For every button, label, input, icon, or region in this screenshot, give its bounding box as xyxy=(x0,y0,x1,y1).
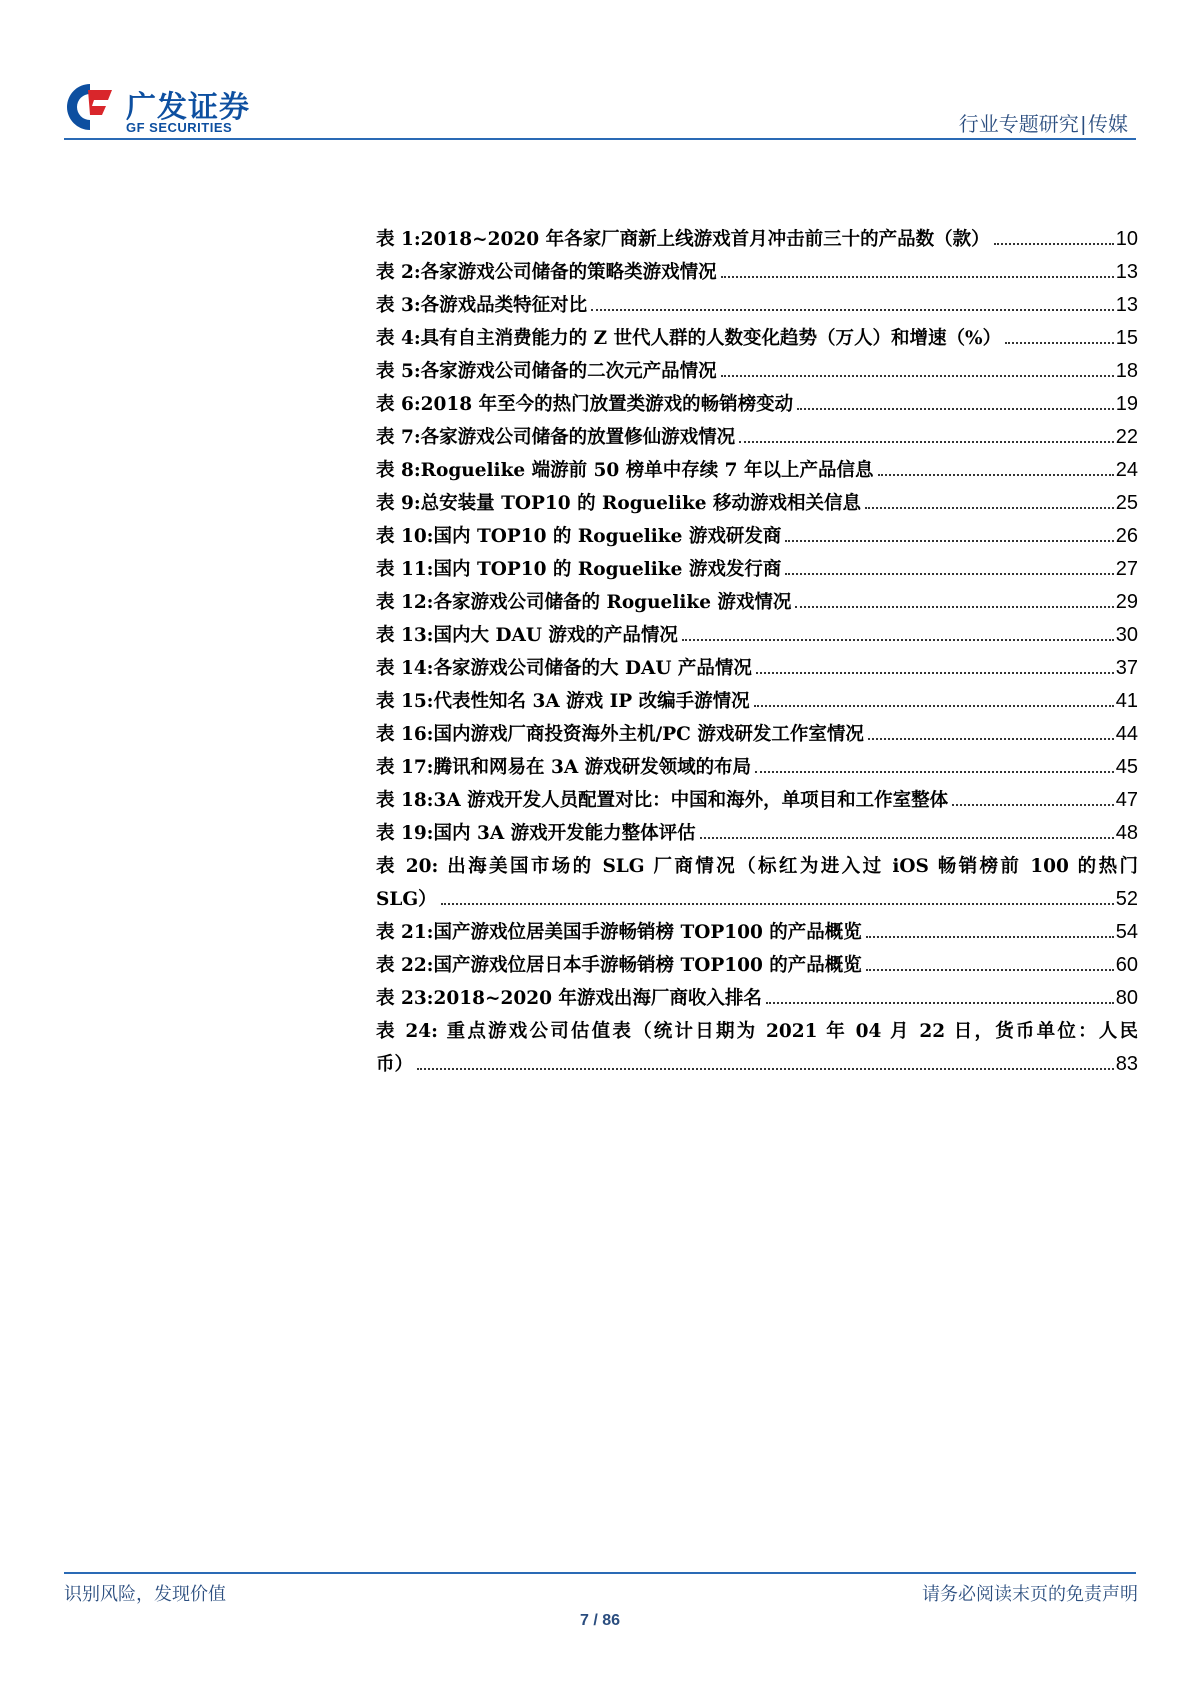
toc-entry-22[interactable]: 表 22: 国产游戏位居日本手游畅销榜 TOP100 的产品概览 60 xyxy=(376,954,1138,976)
toc-entry-12[interactable]: 表 12: 各家游戏公司储备的 Roguelike 游戏情况 29 xyxy=(376,591,1138,613)
toc-entry-5[interactable]: 表 5: 各家游戏公司储备的二次元产品情况 18 xyxy=(376,360,1138,382)
toc-entry-3[interactable]: 表 3: 各游戏品类特征对比 13 xyxy=(376,294,1138,316)
company-logo xyxy=(64,80,264,140)
header-separator: | xyxy=(1080,114,1086,136)
toc-entry-15[interactable]: 表 15: 代表性知名 3A 游戏 IP 改编手游情况 41 xyxy=(376,690,1138,712)
toc-entry-8[interactable]: 表 8: Roguelike 端游前 50 榜单中存续 7 年以上产品信息 24 xyxy=(376,459,1138,481)
gf-logo-icon xyxy=(64,80,116,136)
toc-entry-17[interactable]: 表 17: 腾讯和网易在 3A 游戏研发领域的布局 45 xyxy=(376,756,1138,778)
brand-name-cn: 广发证券 xyxy=(126,91,250,124)
toc-entry-16[interactable]: 表 16: 国内游戏厂商投资海外主机/PC 游戏研发工作室情况 44 xyxy=(376,723,1138,745)
toc-entry-18[interactable]: 表 18: 3A 游戏开发人员配置对比：中国和海外，单项目和工作室整体 47 xyxy=(376,789,1138,811)
footer-slogan: 识别风险，发现价值 xyxy=(64,1584,226,1604)
toc-entry-20[interactable]: 表 20: 出海美国市场的 SLG 厂商情况（标红为进入过 iOS 畅销榜前 100 的热门 SLG） 52 xyxy=(376,856,1138,910)
toc-entry-10[interactable]: 表 10: 国内 TOP10 的 Roguelike 游戏研发商 26 xyxy=(376,525,1138,547)
toc-entry-19[interactable]: 表 19: 国内 3A 游戏开发能力整体评估 48 xyxy=(376,822,1138,844)
report-industry: 传媒 xyxy=(1088,114,1128,136)
toc-entry-13[interactable]: 表 13: 国内大 DAU 游戏的产品情况 30 xyxy=(376,624,1138,646)
brand-name-en: GF SECURITIES xyxy=(126,120,233,135)
report-section: 行业专题研究 xyxy=(958,114,1079,136)
toc-entry-7[interactable]: 表 7: 各家游戏公司储备的放置修仙游戏情况 22 xyxy=(376,426,1138,448)
toc-entry-4[interactable]: 表 4: 具有自主消费能力的 Z 世代人群的人数变化趋势（万人）和增速（%） 15 xyxy=(376,327,1138,349)
toc-entry-9[interactable]: 表 9: 总安装量 TOP10 的 Roguelike 移动游戏相关信息 25 xyxy=(376,492,1138,514)
footer-rule xyxy=(64,1572,1136,1574)
page-number: 7 / 86 xyxy=(579,1612,621,1629)
toc-entry-14[interactable]: 表 14: 各家游戏公司储备的大 DAU 产品情况 37 xyxy=(376,657,1138,679)
table-of-contents xyxy=(376,228,1138,1086)
toc-entry-2[interactable]: 表 2: 各家游戏公司储备的策略类游戏情况 13 xyxy=(376,261,1138,283)
header-rule xyxy=(64,138,1136,140)
toc-entry-24[interactable]: 表 24: 重点游戏公司估值表（统计日期为 2021 年 04 月 22 日，货币单位：人民 币） 83 xyxy=(376,1021,1139,1075)
toc-entry-6[interactable]: 表 6: 2018 年至今的热门放置类游戏的畅销榜变动 19 xyxy=(376,393,1138,415)
footer-disclaimer: 请务必阅读末页的免责声明 xyxy=(922,1584,1138,1604)
toc-entry-21[interactable]: 表 21: 国产游戏位居美国手游畅销榜 TOP100 的产品概览 54 xyxy=(376,921,1138,943)
toc-entry-1[interactable]: 表 1: 2018~2020 年各家厂商新上线游戏首月冲击前三十的产品数（款） 10 xyxy=(376,228,1138,250)
toc-entry-11[interactable]: 表 11: 国内 TOP10 的 Roguelike 游戏发行商 27 xyxy=(376,558,1138,580)
report-category xyxy=(959,108,1128,137)
toc-entry-23[interactable]: 表 23: 2018~2020 年游戏出海厂商收入排名 80 xyxy=(376,987,1138,1009)
